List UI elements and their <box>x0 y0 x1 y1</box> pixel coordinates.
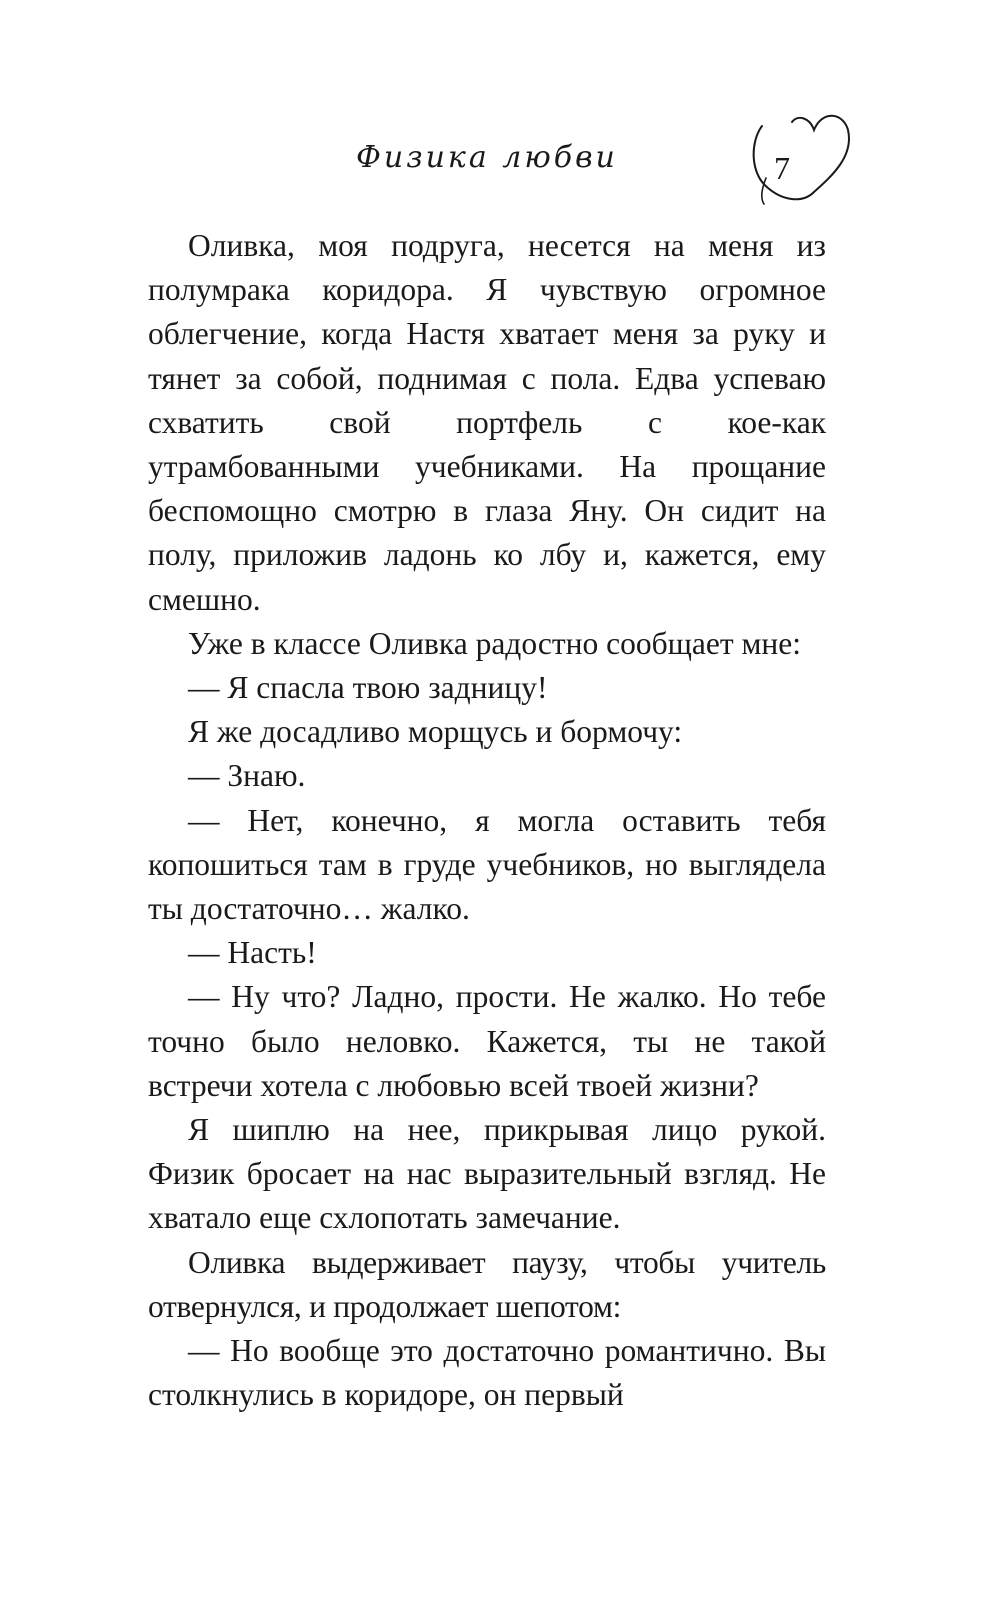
heart-icon <box>742 108 862 218</box>
paragraph: Я же досадливо морщусь и бормочу: <box>188 714 683 750</box>
paragraph: — Знаю. <box>188 758 306 794</box>
paragraph: — Ну что? Ладно, прости. Не жалко. Но тебе точно было неловко. Кажется, ты не такой встречи хотела с любовью всей твоей жизни? <box>148 979 826 1103</box>
paragraph: — Я спасла твою задницу! <box>188 670 548 706</box>
body-text <box>148 224 826 1417</box>
paragraph: Уже в классе Оливка радостно сообщает мне: <box>188 625 801 661</box>
paragraph: — Но вообще это достаточно романтично. Вы столкнулись в коридоре, он первый <box>148 1333 826 1413</box>
paragraph: Оливка, моя подруга, несется на меня из полумрака коридора. Я чувствую огромное облегчение, когда Настя хватает меня за руку и тянет за собой, поднимая с пола. Едва успеваю схватить свой портфель с кое-как утрамбованными учебниками. На прощание беспомощно смотрю в глаза Яну. Он сидит на полу, приложив ладонь ко лбу и, кажется, ему смешно. <box>148 228 826 617</box>
paragraph: — Насть! <box>188 935 317 971</box>
book-title: Физика любви <box>356 140 618 175</box>
paragraph: — Нет, конечно, я могла оставить тебя копошиться там в груде учебников, но выглядела ты достаточно… жалко. <box>148 802 826 927</box>
page-number-badge <box>742 108 862 218</box>
paragraph: Я шиплю на нее, прикрывая лицо рукой. Физик бросает на нас выразительный взгляд. Не хватало еще схлопотать замечание. <box>148 1112 826 1236</box>
paragraph: Оливка выдерживает паузу, чтобы учитель отвернулся, и продолжает шепотом: <box>148 1244 826 1324</box>
page-number: 7 <box>774 150 790 186</box>
running-head <box>0 128 1000 208</box>
